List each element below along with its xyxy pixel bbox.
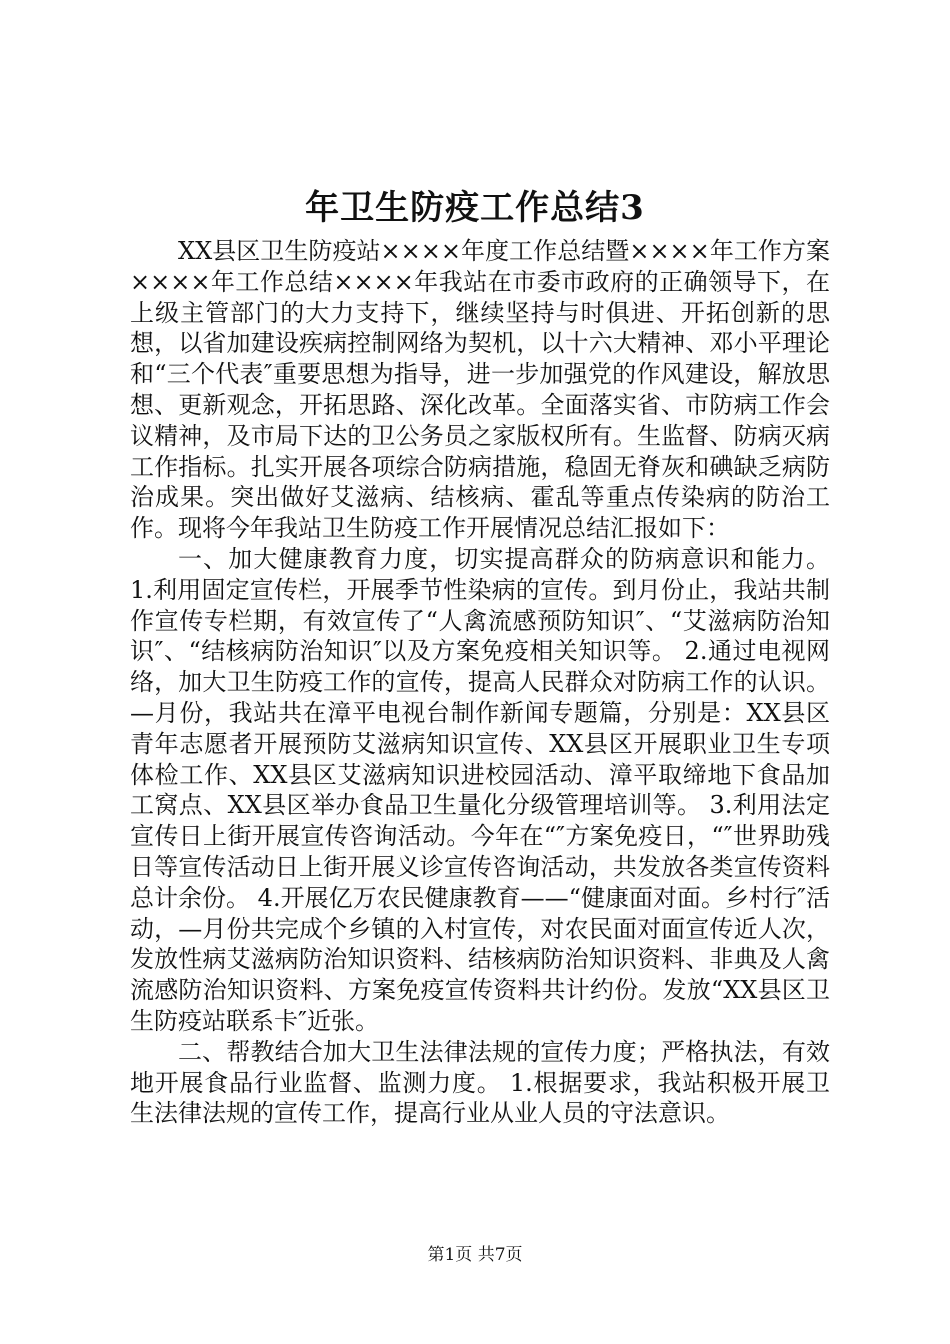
paragraph-intro: XX县区卫生防疫站××××年度工作总结暨××××年工作方案××××年工作总结××××年我站在市委市政府的正确领导下，在上级主管部门的大力支持下，继续坚持与时俱进、开拓创新的思想，以省加建设疾病控制网络为契机，以十六大精神、邓小平理论和“三个代表″重要思想为指导，进一步加强党的作风建设，解放思想、更新观念，开拓思路、深化改革。全面落实省、市防病工作会议精神，及市局下达的卫公务员之家版权所有。生监督、防病灭病工作指标。扎实开展各项综合防病措施，稳固无脊灰和碘缺乏病防治成果。突出做好艾滋病、结核病、霍乱等重点传染病的防治工作。现将今年我站卫生防疫工作开展情况总结汇报如下： (130, 237, 830, 543)
document-title: 年卫生防疫工作总结3 (305, 188, 645, 228)
document-body (130, 236, 830, 1129)
paragraph-section-1: 一、加大健康教育力度，切实提高群众的防病意识和能力。 1.利用固定宣传栏，开展季节性染病的宣传。到月份止，我站共制作宣传专栏期，有效宣传了“人禽流感预防知识″、“艾滋病防治知识″、“结核病防治知识″以及方案免疫相关知识等。 2.通过电视网络，加大卫生防疫工作的宣传，提高人民群众对防病工作的认识。—月份，我站共在漳平电视台制作新闻专题篇，分别是：XX县区青年志愿者开展预防艾滋病知识宣传、XX县区开展职业卫生专项体检工作、XX县区艾滋病知识进校园活动、漳平取缔地下食品加工窝点、XX县区举办食品卫生量化分级管理培训等。 3.利用法定宣传日上街开展宣传咨询活动。今年在“″方案免疫日，“″世界助残日等宣传活动日上街开展义诊宣传咨询活动，共发放各类宣传资料总计余份。 4.开展亿万农民健康教育——“健康面对面。乡村行″活动，—月份共完成个乡镇的入村宣传，对农民面对面宣传近人次，发放性病艾滋病防治知识资料、结核病防治知识资料、非典及人禽流感防治知识资料、方案免疫宣传资料共计约份。发放“XX县区卫生防疫站联系卡″近张。 (130, 544, 830, 1035)
paragraph-section-2: 二、帮教结合加大卫生法律法规的宣传力度；严格执法，有效地开展食品行业监督、监测力度。 1.根据要求，我站积极开展卫生法律法规的宣传工作，提高行业从业人员的守法意识。 (130, 1037, 830, 1128)
page-number-footer: 第1页 共7页 (427, 1245, 523, 1265)
